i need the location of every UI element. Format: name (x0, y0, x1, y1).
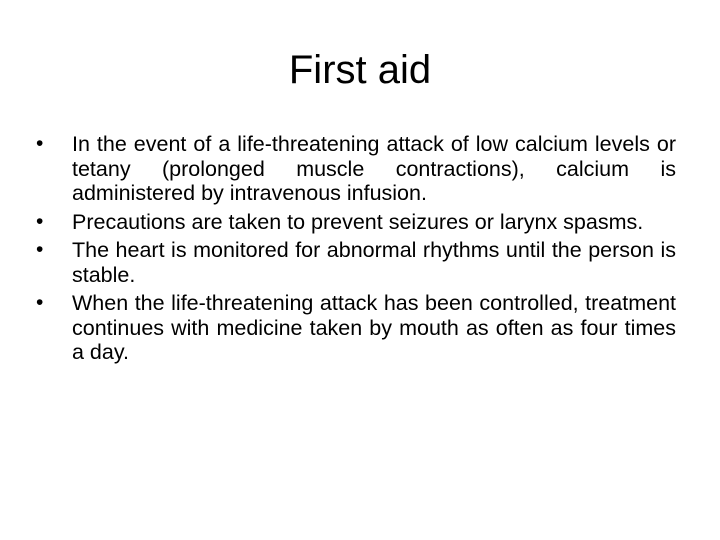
bullet-list (36, 132, 676, 369)
bullet-item (36, 238, 676, 287)
bullet-text: Precautions are taken to prevent seizures or larynx spasms. (72, 209, 644, 234)
bullet-item (36, 210, 676, 235)
bullet-item (36, 291, 676, 365)
bullet-text: The heart is monitored for abnormal rhythms until the person is stable. (72, 238, 676, 287)
bullet-item (36, 132, 676, 206)
bullet-icon: • (36, 291, 44, 314)
bullet-icon: • (36, 209, 44, 233)
bullet-icon: • (36, 238, 44, 261)
slide-title: First aid (288, 48, 432, 92)
bullet-text: When the life-threatening attack has been controlled, treatment continues with medicine taken by mouth as often as four times a day. (72, 291, 676, 364)
bullet-text: In the event of a life-threatening attack of low calcium levels or tetany (prolonged muscle contractions), calcium is administered by intravenous infusion. (72, 132, 676, 205)
bullet-icon: • (36, 132, 44, 155)
